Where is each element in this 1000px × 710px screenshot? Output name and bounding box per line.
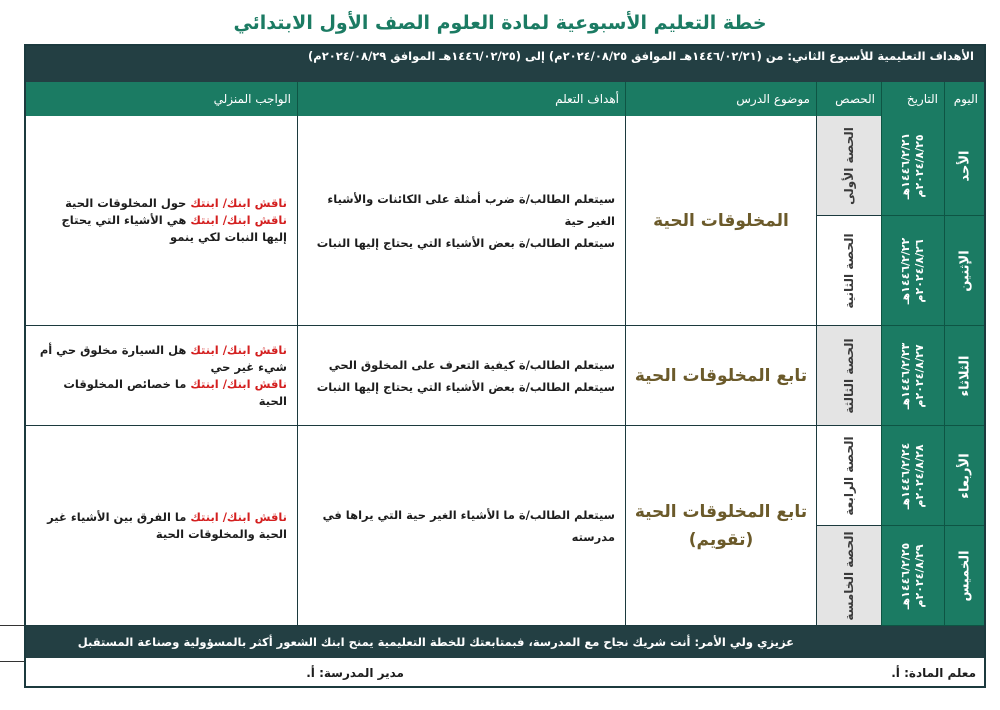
date-cell bbox=[881, 326, 944, 426]
day-cell bbox=[944, 216, 984, 326]
goal-item: سيتعلم الطالب/ة ضرب أمثلة على الكائنات والأشياء الغير حية bbox=[327, 191, 615, 228]
header-homework: الواجب المنزلي bbox=[26, 82, 297, 116]
session-cell bbox=[816, 116, 881, 216]
homework-item bbox=[36, 342, 287, 376]
homework-prompt: ناقش ابنك/ ابنتك bbox=[190, 342, 287, 357]
gregorian-date: ٢٠٢٤/٨/٢٥م bbox=[913, 133, 926, 198]
learning-goals bbox=[297, 326, 625, 426]
hijri-date: ١٤٤٦/٢/٢٤هـ bbox=[899, 442, 912, 509]
homework bbox=[26, 326, 297, 426]
day-cell bbox=[944, 326, 984, 426]
goal-item: سيتعلم الطالب/ة بعض الأشياء التي يحتاج إليها النبات bbox=[316, 235, 615, 250]
margin-line bbox=[0, 625, 26, 626]
header-day: اليوم bbox=[944, 82, 984, 116]
learning-goals bbox=[297, 116, 625, 326]
header-goals: أهداف التعلم bbox=[297, 82, 625, 116]
homework-item bbox=[36, 212, 287, 246]
day-label: الإثنين bbox=[957, 249, 972, 292]
learning-goals bbox=[297, 426, 625, 626]
teacher-signature: معلم المادة: أ. bbox=[891, 666, 976, 680]
homework-prompt: ناقش ابنك/ ابنتك bbox=[190, 376, 287, 391]
date-cell bbox=[881, 526, 944, 626]
session-cell bbox=[816, 526, 881, 626]
day-label: الثلاثاء bbox=[957, 355, 972, 396]
principal-signature: مدير المدرسة: أ. bbox=[306, 666, 404, 680]
session-cell bbox=[816, 326, 881, 426]
homework-text: ما الفرق بين الأشياء غير الحية والمخلوقات الحية bbox=[47, 509, 287, 541]
homework-text: هي الأشياء التي يحتاج إليها النبات لكي ينمو bbox=[61, 213, 287, 244]
day-cell bbox=[944, 426, 984, 526]
session-label: الحصة الثالثة bbox=[842, 337, 856, 414]
hijri-date: ١٤٤٦/٢/٢٢هـ bbox=[899, 237, 912, 304]
gregorian-date: ٢٠٢٤/٨/٢٦م bbox=[913, 238, 926, 303]
homework-prompt: ناقش ابنك/ ابنتك bbox=[190, 196, 287, 210]
lesson-subtitle: (تقويم) bbox=[688, 529, 754, 550]
session-label: الحصة الرابعة bbox=[842, 435, 856, 516]
hijri-date: ١٤٤٦/٢/٢١هـ bbox=[899, 132, 912, 199]
session-cell bbox=[816, 426, 881, 526]
lesson-topic bbox=[625, 116, 816, 326]
homework-text: حول المخلوقات الحية bbox=[65, 196, 191, 210]
lesson-topic bbox=[625, 426, 816, 626]
plan-table bbox=[24, 44, 986, 688]
session-label: الحصة الأولى bbox=[842, 126, 856, 205]
header-date: التاريخ bbox=[881, 82, 944, 116]
homework-item bbox=[36, 195, 287, 212]
hijri-date: ١٤٤٦/٢/٢٣هـ bbox=[899, 342, 912, 409]
date-cell bbox=[881, 216, 944, 326]
header-lesson: موضوع الدرس bbox=[625, 82, 816, 116]
day-label: الأربعاء bbox=[957, 452, 972, 499]
header-sessions: الحصص bbox=[816, 82, 881, 116]
gregorian-date: ٢٠٢٤/٨/٢٩م bbox=[913, 543, 926, 608]
lesson-title: تابع المخلوقات الحية bbox=[634, 501, 808, 522]
homework-text: ما خصائص المخلوقات الحية bbox=[63, 376, 287, 408]
gregorian-date: ٢٠٢٤/٨/٢٨م bbox=[913, 443, 926, 508]
day-label: الخميس bbox=[957, 549, 972, 602]
lesson-title: تابع المخلوقات الحية bbox=[634, 365, 808, 386]
homework-item bbox=[36, 376, 287, 410]
date-cell bbox=[881, 426, 944, 526]
homework-text: هل السيارة مخلوق حي أم شيء غير حي bbox=[39, 342, 287, 374]
gregorian-date: ٢٠٢٤/٨/٢٧م bbox=[913, 343, 926, 408]
day-cell bbox=[944, 526, 984, 626]
day-cell bbox=[944, 116, 984, 216]
homework bbox=[26, 426, 297, 626]
hijri-date: ١٤٤٦/٢/٢٥هـ bbox=[899, 542, 912, 609]
goal-item: سيتعلم الطالب/ة بعض الأشياء التي يحتاج إليها النبات bbox=[316, 379, 615, 394]
homework-prompt: ناقش ابنك/ ابنتك bbox=[190, 213, 287, 227]
session-label: الحصة الثانية bbox=[842, 232, 856, 309]
goal-item: سيتعلم الطالب/ة كيفية التعرف على المخلوق الحي bbox=[328, 357, 615, 372]
parent-note: عزيزي ولي الأمر: أنت شريك نجاح مع المدرسة، فبمتابعتك للخطة التعليمية يمنح ابنك الشعور أكثر بالمسؤولية وصناعة المستقبل bbox=[26, 626, 984, 658]
homework-prompt: ناقش ابنك/ ابنتك bbox=[190, 509, 287, 524]
objectives-line: الأهداف التعليمية للأسبوع الثاني: من (١٤٤٦/٠٢/٢١هـ الموافق ٢٠٢٤/٠٨/٢٥م) إلى (١٤٤٦/٠٢/٢٥هـ الموافق ٢٠٢٤/٠٨/٢٩م) bbox=[308, 49, 974, 63]
margin-line bbox=[0, 661, 26, 662]
day-label: الأحد bbox=[957, 149, 972, 182]
date-cell bbox=[881, 116, 944, 216]
lesson-topic bbox=[625, 326, 816, 426]
objectives-banner bbox=[26, 46, 984, 82]
goal-item: سيتعلم الطالب/ة ما الأشياء الغير حية التي يراها في مدرسته bbox=[322, 507, 615, 544]
session-cell bbox=[816, 216, 881, 326]
homework bbox=[26, 116, 297, 326]
lesson-title: المخلوقات الحية bbox=[653, 210, 789, 231]
session-label: الحصة الخامسة bbox=[842, 530, 856, 621]
page-title: خطة التعليم الأسبوعية لمادة العلوم الصف الأول الابتدائي bbox=[233, 12, 767, 34]
homework-item bbox=[36, 509, 287, 543]
